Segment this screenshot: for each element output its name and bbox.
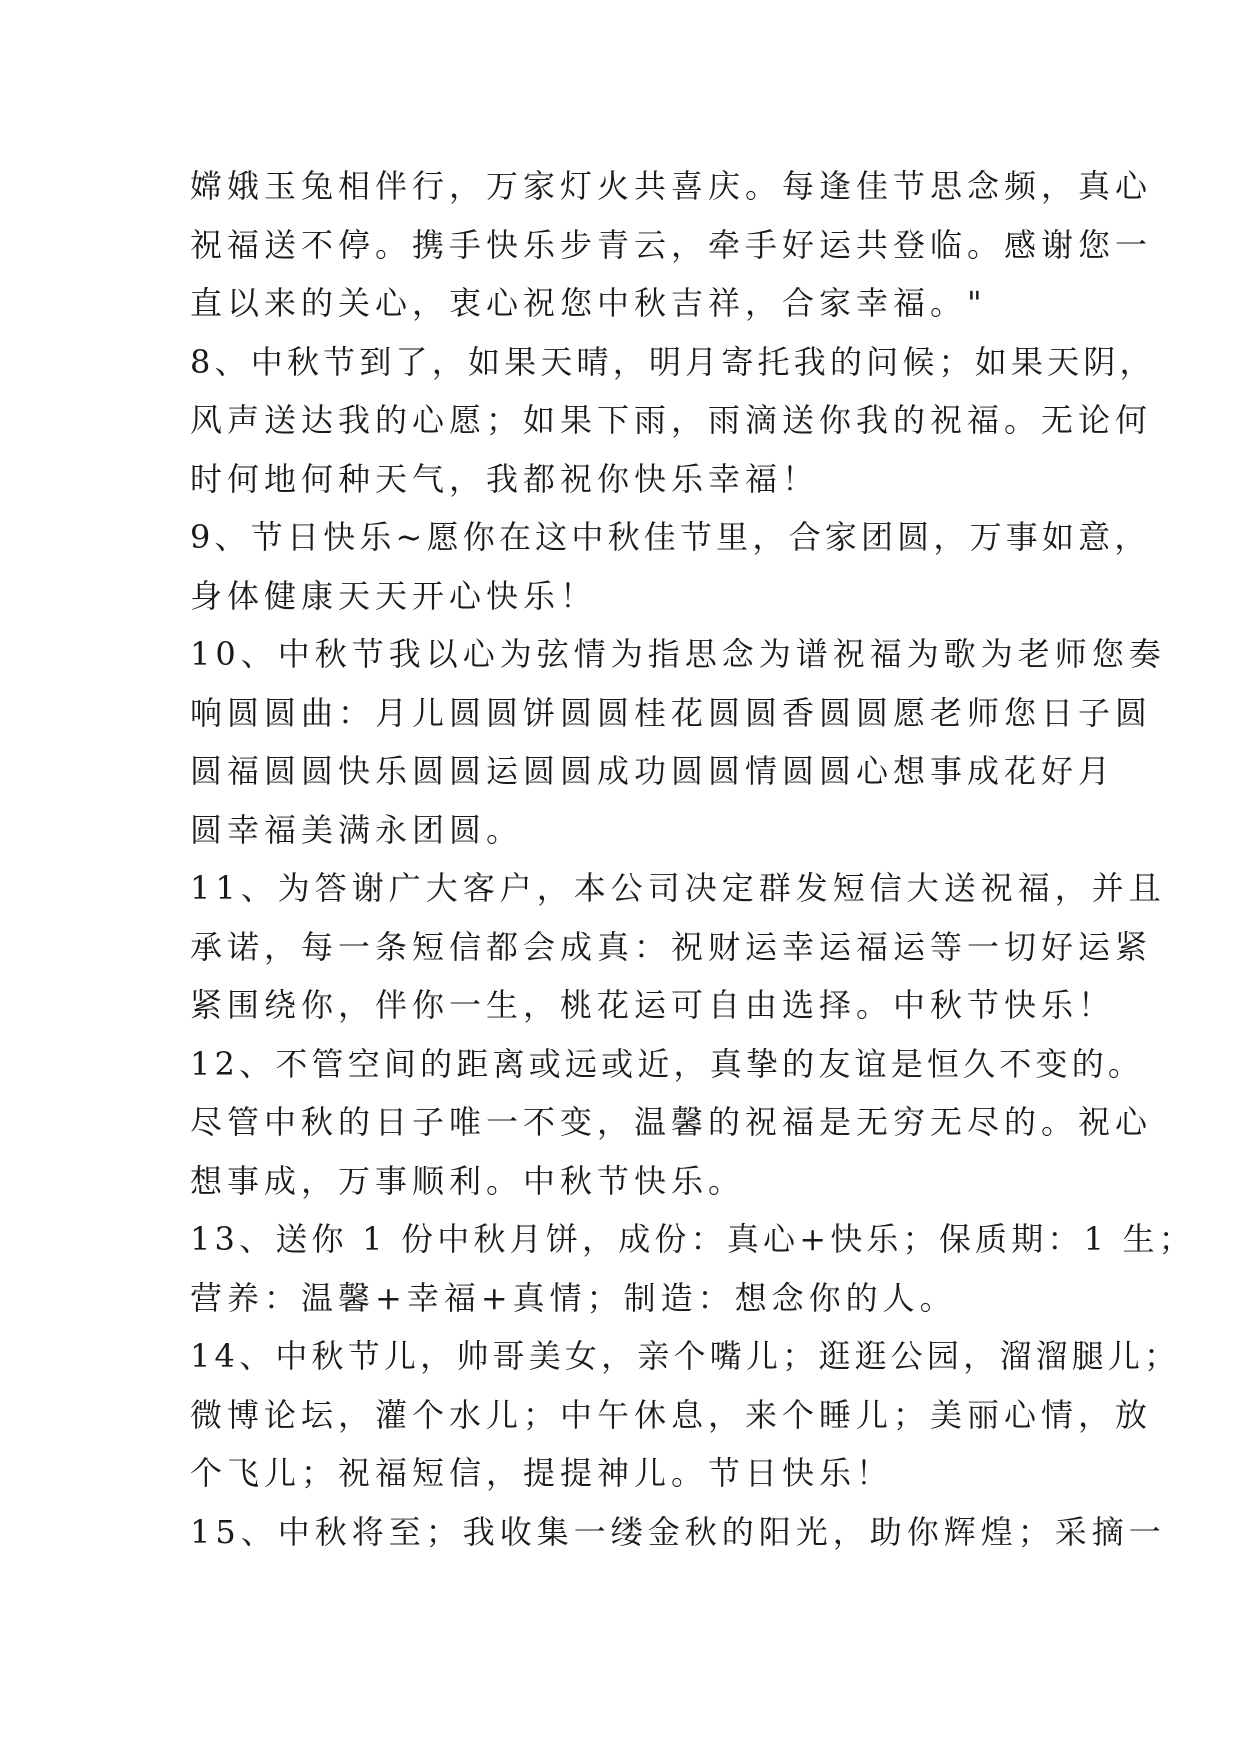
text-line: 微博论坛，灌个水儿；中午休息，来个睡儿；美丽心情，放: [190, 1395, 1153, 1434]
text-line: 承诺，每一条短信都会成真：祝财运幸运福运等一切好运紧: [190, 927, 1153, 966]
text-line: 嫦娥玉兔相伴行，万家灯火共喜庆。每逢佳节思念频，真心: [190, 167, 1153, 205]
text-line: 12、不管空间的距离或远或近，真挚的友谊是恒久不变的。: [190, 1044, 1145, 1083]
text-line: 想事成，万事顺利。中秋节快乐。: [190, 1161, 746, 1200]
body-text: [190, 157, 1195, 1561]
text-line: 15、中秋将至；我收集一缕金秋的阳光，助你辉煌；采摘一: [190, 1512, 1166, 1551]
text-line: 紧围绕你，伴你一生，桃花运可自由选择。中秋节快乐！: [190, 986, 1116, 1024]
text-line: 时何地何种天气，我都祝你快乐幸福！: [190, 459, 820, 498]
text-line: 个飞儿；祝福短信，提提神儿。节日快乐！: [190, 1454, 894, 1492]
text-line: 营养：温馨+幸福+真情；制造：想念你的人。: [190, 1278, 957, 1317]
text-line: 风声送达我的心愿；如果下雨，雨滴送你我的祝福。无论何: [190, 401, 1153, 439]
text-line: 身体健康天天开心快乐！: [190, 576, 598, 615]
text-line: 尽管中秋的日子唯一不变，温馨的祝福是无穷无尽的。祝心: [190, 1103, 1153, 1141]
text-line: 祝福送不停。携手快乐步青云，牵手好运共登临。感谢您一: [190, 225, 1153, 264]
text-line: 14、中秋节儿，帅哥美女，亲个嘴儿；逛逛公园，溜溜腿儿；: [190, 1337, 1181, 1375]
text-line: 圆福圆圆快乐圆圆运圆圆成功圆圆情圆圆心想事成花好月: [190, 752, 1116, 790]
text-line: 9、节日快乐~愿你在这中秋佳节里，合家团圆，万事如意，: [190, 518, 1151, 556]
text-line: 圆幸福美满永团圆。: [190, 810, 524, 849]
text-line: 11、为答谢广大客户，本公司决定群发短信大送祝福，并且: [190, 869, 1166, 907]
text-line: 13、送你 1 份中秋月饼，成份：真心+快乐；保质期：1 生；: [190, 1220, 1195, 1258]
text-line: 响圆圆曲：月儿圆圆饼圆圆桂花圆圆香圆圆愿老师您日子圆: [190, 693, 1153, 732]
text-line: 8、中秋节到了，如果天晴，明月寄托我的问候；如果天阴，: [190, 342, 1156, 381]
text-line: 直以来的关心，衷心祝您中秋吉祥，合家幸福。": [190, 284, 987, 322]
text-line: 10、中秋节我以心为弦情为指思念为谱祝福为歌为老师您奏: [190, 635, 1166, 673]
